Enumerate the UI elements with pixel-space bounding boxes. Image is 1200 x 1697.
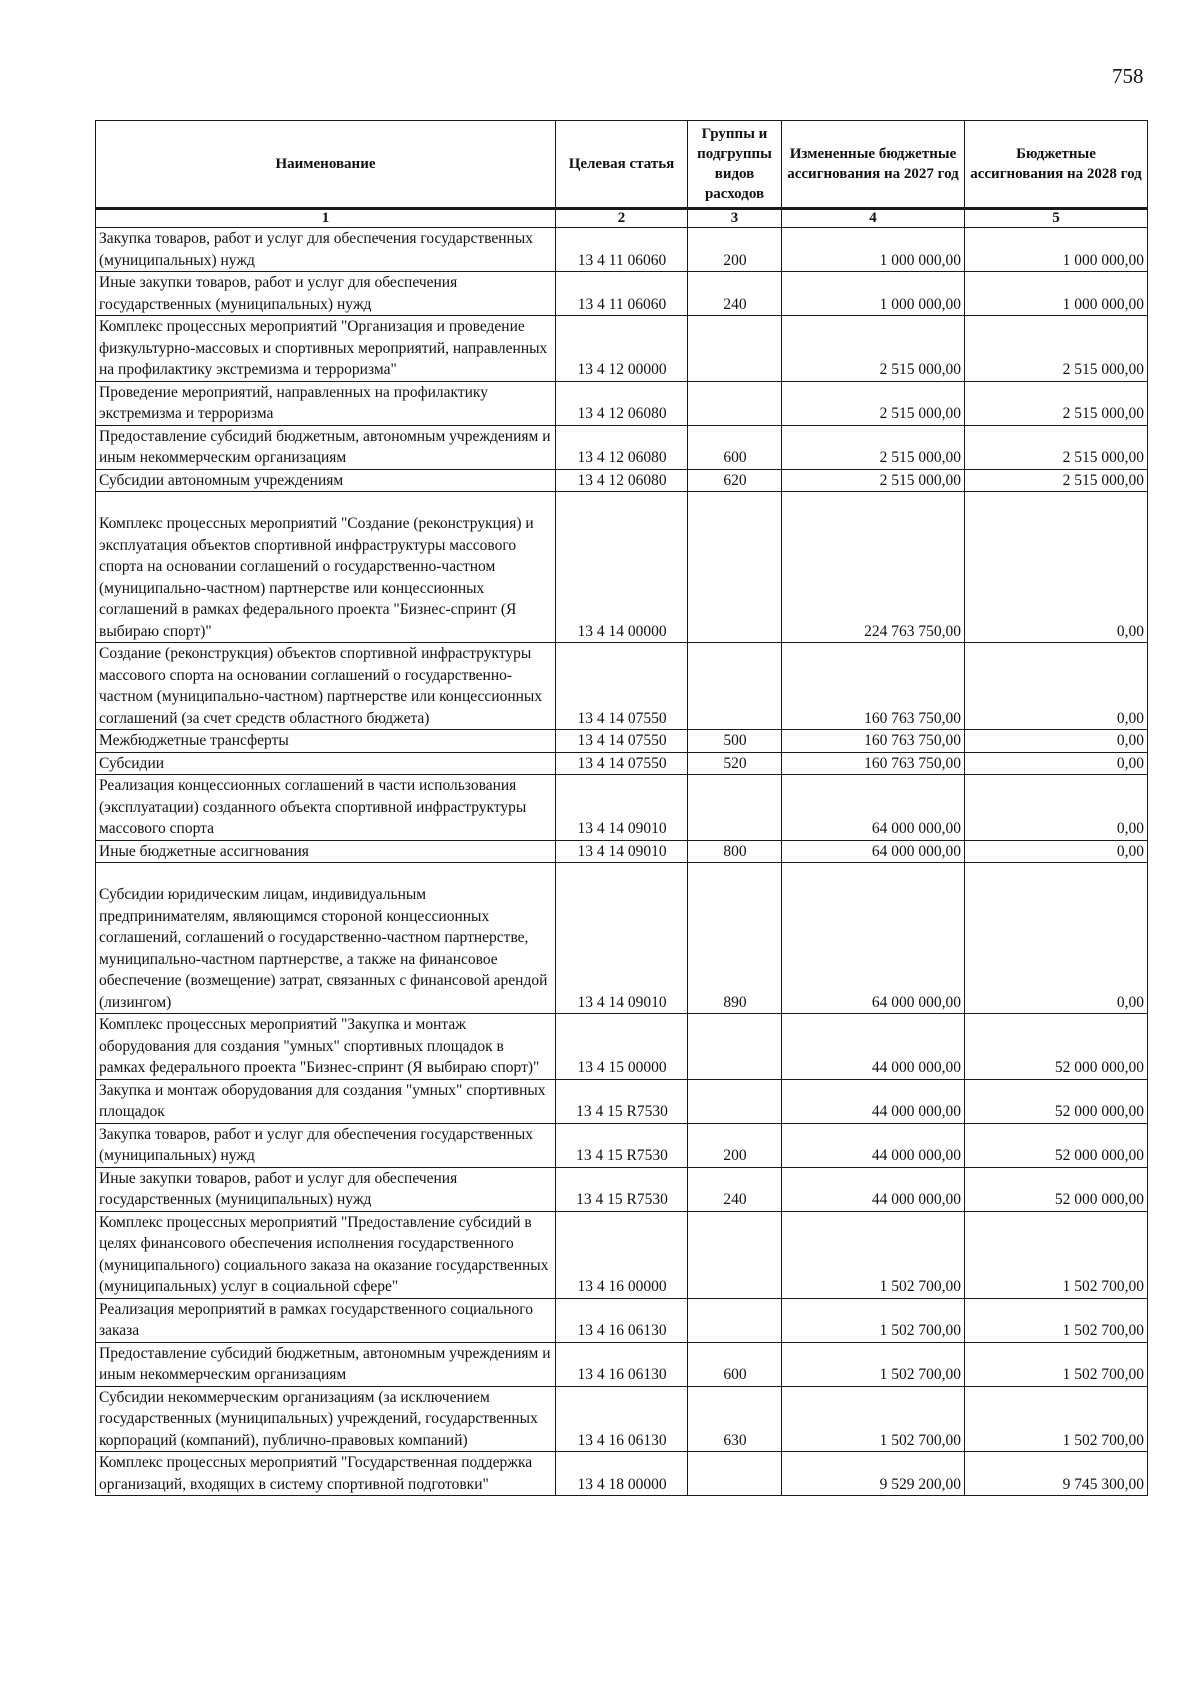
row-target-article: 13 4 15 R7530 xyxy=(556,1079,688,1123)
header-name: Наименование xyxy=(96,121,556,209)
row-expense-group: 800 xyxy=(688,840,782,863)
page-number: 758 xyxy=(1112,64,1144,88)
row-name: Закупка товаров, работ и услуг для обеспечения государственных (муниципальных) нужд xyxy=(96,228,556,272)
table-row xyxy=(96,1014,1148,1080)
row-target-article: 13 4 15 R7530 xyxy=(556,1167,688,1211)
row-amount-2027: 2 515 000,00 xyxy=(782,316,965,382)
row-name: Иные закупки товаров, работ и услуг для обеспечения государственных (муниципальных) нужд xyxy=(96,1167,556,1211)
table-row xyxy=(96,228,1148,272)
row-expense-group: 630 xyxy=(688,1386,782,1452)
row-amount-2028: 52 000 000,00 xyxy=(965,1079,1148,1123)
row-amount-2028: 2 515 000,00 xyxy=(965,425,1148,469)
row-expense-group: 240 xyxy=(688,272,782,316)
table-row xyxy=(96,492,1148,643)
table-row xyxy=(96,1386,1148,1452)
row-name: Закупка товаров, работ и услуг для обеспечения государственных (муниципальных) нужд xyxy=(96,1123,556,1167)
row-name: Иные бюджетные ассигнования xyxy=(96,840,556,863)
row-amount-2028: 1 502 700,00 xyxy=(965,1298,1148,1342)
row-expense-group xyxy=(688,1014,782,1080)
row-amount-2028: 9 745 300,00 xyxy=(965,1452,1148,1496)
table-row xyxy=(96,316,1148,382)
row-target-article: 13 4 12 06080 xyxy=(556,469,688,492)
row-name: Предоставление субсидий бюджетным, автономным учреждениям и иным некоммерческим организациям xyxy=(96,1342,556,1386)
row-target-article: 13 4 15 00000 xyxy=(556,1014,688,1080)
row-amount-2028: 1 502 700,00 xyxy=(965,1386,1148,1452)
row-amount-2028: 1 000 000,00 xyxy=(965,228,1148,272)
row-amount-2028: 0,00 xyxy=(965,730,1148,753)
row-name: Проведение мероприятий, направленных на профилактику экстремизма и терроризма xyxy=(96,381,556,425)
column-number: 4 xyxy=(782,209,965,228)
row-expense-group: 620 xyxy=(688,469,782,492)
row-name: Комплекс процессных мероприятий "Организация и проведение физкультурно-массовых и спортивных мероприятий, направленных на профилактику экстремизма и терроризма" xyxy=(96,316,556,382)
row-amount-2028: 2 515 000,00 xyxy=(965,381,1148,425)
budget-table-container xyxy=(95,120,1147,1496)
row-target-article: 13 4 14 09010 xyxy=(556,840,688,863)
row-name: Закупка и монтаж оборудования для создания "умных" спортивных площадок xyxy=(96,1079,556,1123)
table-row xyxy=(96,425,1148,469)
row-expense-group: 200 xyxy=(688,228,782,272)
row-target-article: 13 4 16 06130 xyxy=(556,1298,688,1342)
table-body xyxy=(96,228,1148,1496)
row-amount-2027: 160 763 750,00 xyxy=(782,752,965,775)
row-target-article: 13 4 11 06060 xyxy=(556,228,688,272)
row-name: Создание (реконструкция) объектов спортивной инфраструктуры массового спорта на основании соглашений о государственно-частном (муниципально-частном) партнерстве или концессионных соглашений (за счет средств областного бюджета) xyxy=(96,643,556,730)
column-number: 5 xyxy=(965,209,1148,228)
row-target-article: 13 4 16 06130 xyxy=(556,1386,688,1452)
row-name: Субсидии юридическим лицам, индивидуальным предпринимателям, являющимся стороной концессионных соглашений, соглашений о государственно-частном партнерстве, муниципально-частном партнерстве, а также на финансовое обеспечение (возмещение) затрат, связанных с финансовой арендой (лизингом) xyxy=(96,863,556,1014)
table-row xyxy=(96,381,1148,425)
row-expense-group xyxy=(688,381,782,425)
budget-table xyxy=(95,120,1148,1496)
header-amount-2028: Бюджетные ассигнования на 2028 год xyxy=(965,121,1148,209)
row-name: Субсидии некоммерческим организациям (за исключением государственных (муниципальных) учреждений, государственных корпораций (компаний), публично-правовых компаний) xyxy=(96,1386,556,1452)
row-name: Комплекс процессных мероприятий "Государственная поддержка организаций, входящих в систему спортивной подготовки" xyxy=(96,1452,556,1496)
row-expense-group xyxy=(688,492,782,643)
row-name: Субсидии автономным учреждениям xyxy=(96,469,556,492)
row-amount-2028: 0,00 xyxy=(965,840,1148,863)
row-amount-2027: 224 763 750,00 xyxy=(782,492,965,643)
header-target-article: Целевая статья xyxy=(556,121,688,209)
row-target-article: 13 4 12 06080 xyxy=(556,425,688,469)
column-number-row xyxy=(96,209,1148,228)
row-amount-2028: 0,00 xyxy=(965,863,1148,1014)
row-target-article: 13 4 14 09010 xyxy=(556,863,688,1014)
row-expense-group: 240 xyxy=(688,1167,782,1211)
row-target-article: 13 4 11 06060 xyxy=(556,272,688,316)
row-name: Комплекс процессных мероприятий "Закупка и монтаж оборудования для создания "умных" спортивных площадок в рамках федерального проекта "Бизнес-спринт (Я выбираю спорт)" xyxy=(96,1014,556,1080)
row-expense-group: 500 xyxy=(688,730,782,753)
row-amount-2027: 9 529 200,00 xyxy=(782,1452,965,1496)
row-amount-2028: 52 000 000,00 xyxy=(965,1167,1148,1211)
row-amount-2028: 0,00 xyxy=(965,775,1148,841)
row-expense-group xyxy=(688,1298,782,1342)
table-row xyxy=(96,1211,1148,1298)
row-amount-2028: 0,00 xyxy=(965,492,1148,643)
table-row xyxy=(96,775,1148,841)
row-name: Иные закупки товаров, работ и услуг для обеспечения государственных (муниципальных) нужд xyxy=(96,272,556,316)
row-amount-2028: 52 000 000,00 xyxy=(965,1123,1148,1167)
row-amount-2027: 44 000 000,00 xyxy=(782,1079,965,1123)
row-name: Комплекс процессных мероприятий "Создание (реконструкция) и эксплуатация объектов спортивной инфраструктуры массового спорта на основании соглашений о государственно-частном (муниципально-частном) партнерстве или концессионных соглашений в рамках федерального проекта "Бизнес-спринт (Я выбираю спорт)" xyxy=(96,492,556,643)
column-number: 3 xyxy=(688,209,782,228)
table-row xyxy=(96,1167,1148,1211)
row-name: Предоставление субсидий бюджетным, автономным учреждениям и иным некоммерческим организациям xyxy=(96,425,556,469)
header-amount-2027: Измененные бюджетные ассигнования на 2027 год xyxy=(782,121,965,209)
table-row xyxy=(96,1079,1148,1123)
row-amount-2028: 1 502 700,00 xyxy=(965,1342,1148,1386)
row-amount-2027: 44 000 000,00 xyxy=(782,1167,965,1211)
row-target-article: 13 4 14 07550 xyxy=(556,643,688,730)
table-row xyxy=(96,643,1148,730)
header-expense-groups: Группы и подгруппы видов расходов xyxy=(688,121,782,209)
row-expense-group xyxy=(688,1211,782,1298)
row-amount-2027: 2 515 000,00 xyxy=(782,469,965,492)
table-row xyxy=(96,1342,1148,1386)
table-row xyxy=(96,840,1148,863)
row-amount-2028: 1 000 000,00 xyxy=(965,272,1148,316)
row-name: Реализация мероприятий в рамках государственного социального заказа xyxy=(96,1298,556,1342)
row-expense-group: 520 xyxy=(688,752,782,775)
table-row xyxy=(96,863,1148,1014)
row-expense-group xyxy=(688,316,782,382)
row-amount-2028: 2 515 000,00 xyxy=(965,316,1148,382)
row-name: Реализация концессионных соглашений в части использования (эксплуатации) созданного объекта спортивной инфраструктуры массового спорта xyxy=(96,775,556,841)
table-row xyxy=(96,272,1148,316)
table-row xyxy=(96,1298,1148,1342)
row-amount-2028: 52 000 000,00 xyxy=(965,1014,1148,1080)
row-expense-group xyxy=(688,1079,782,1123)
table-row xyxy=(96,469,1148,492)
row-expense-group xyxy=(688,643,782,730)
row-target-article: 13 4 16 00000 xyxy=(556,1211,688,1298)
row-amount-2028: 2 515 000,00 xyxy=(965,469,1148,492)
row-amount-2027: 2 515 000,00 xyxy=(782,381,965,425)
row-amount-2027: 160 763 750,00 xyxy=(782,730,965,753)
row-amount-2027: 1 000 000,00 xyxy=(782,272,965,316)
row-amount-2027: 1 000 000,00 xyxy=(782,228,965,272)
row-amount-2027: 1 502 700,00 xyxy=(782,1298,965,1342)
table-row xyxy=(96,1123,1148,1167)
row-target-article: 13 4 14 09010 xyxy=(556,775,688,841)
row-amount-2027: 44 000 000,00 xyxy=(782,1014,965,1080)
row-expense-group: 600 xyxy=(688,1342,782,1386)
row-name: Субсидии xyxy=(96,752,556,775)
column-number: 1 xyxy=(96,209,556,228)
row-amount-2027: 1 502 700,00 xyxy=(782,1386,965,1452)
row-target-article: 13 4 14 07550 xyxy=(556,730,688,753)
row-amount-2027: 160 763 750,00 xyxy=(782,643,965,730)
table-row xyxy=(96,1452,1148,1496)
table-header-row xyxy=(96,121,1148,209)
column-number: 2 xyxy=(556,209,688,228)
row-target-article: 13 4 14 07550 xyxy=(556,752,688,775)
table-row xyxy=(96,730,1148,753)
row-amount-2027: 64 000 000,00 xyxy=(782,775,965,841)
row-amount-2027: 44 000 000,00 xyxy=(782,1123,965,1167)
row-name: Межбюджетные трансферты xyxy=(96,730,556,753)
row-expense-group: 600 xyxy=(688,425,782,469)
row-expense-group: 200 xyxy=(688,1123,782,1167)
row-target-article: 13 4 12 00000 xyxy=(556,316,688,382)
row-target-article: 13 4 16 06130 xyxy=(556,1342,688,1386)
row-amount-2027: 1 502 700,00 xyxy=(782,1211,965,1298)
row-target-article: 13 4 18 00000 xyxy=(556,1452,688,1496)
row-amount-2027: 64 000 000,00 xyxy=(782,840,965,863)
row-amount-2028: 0,00 xyxy=(965,752,1148,775)
row-target-article: 13 4 12 06080 xyxy=(556,381,688,425)
row-amount-2028: 0,00 xyxy=(965,643,1148,730)
row-expense-group xyxy=(688,775,782,841)
row-expense-group: 890 xyxy=(688,863,782,1014)
row-amount-2027: 2 515 000,00 xyxy=(782,425,965,469)
row-expense-group xyxy=(688,1452,782,1496)
row-target-article: 13 4 14 00000 xyxy=(556,492,688,643)
row-amount-2028: 1 502 700,00 xyxy=(965,1211,1148,1298)
row-name: Комплекс процессных мероприятий "Предоставление субсидий в целях финансового обеспечения исполнения государственного (муниципального) социального заказа на оказание государственных (муниципальных) услуг в социальной сфере" xyxy=(96,1211,556,1298)
row-amount-2027: 64 000 000,00 xyxy=(782,863,965,1014)
table-row xyxy=(96,752,1148,775)
row-target-article: 13 4 15 R7530 xyxy=(556,1123,688,1167)
row-amount-2027: 1 502 700,00 xyxy=(782,1342,965,1386)
